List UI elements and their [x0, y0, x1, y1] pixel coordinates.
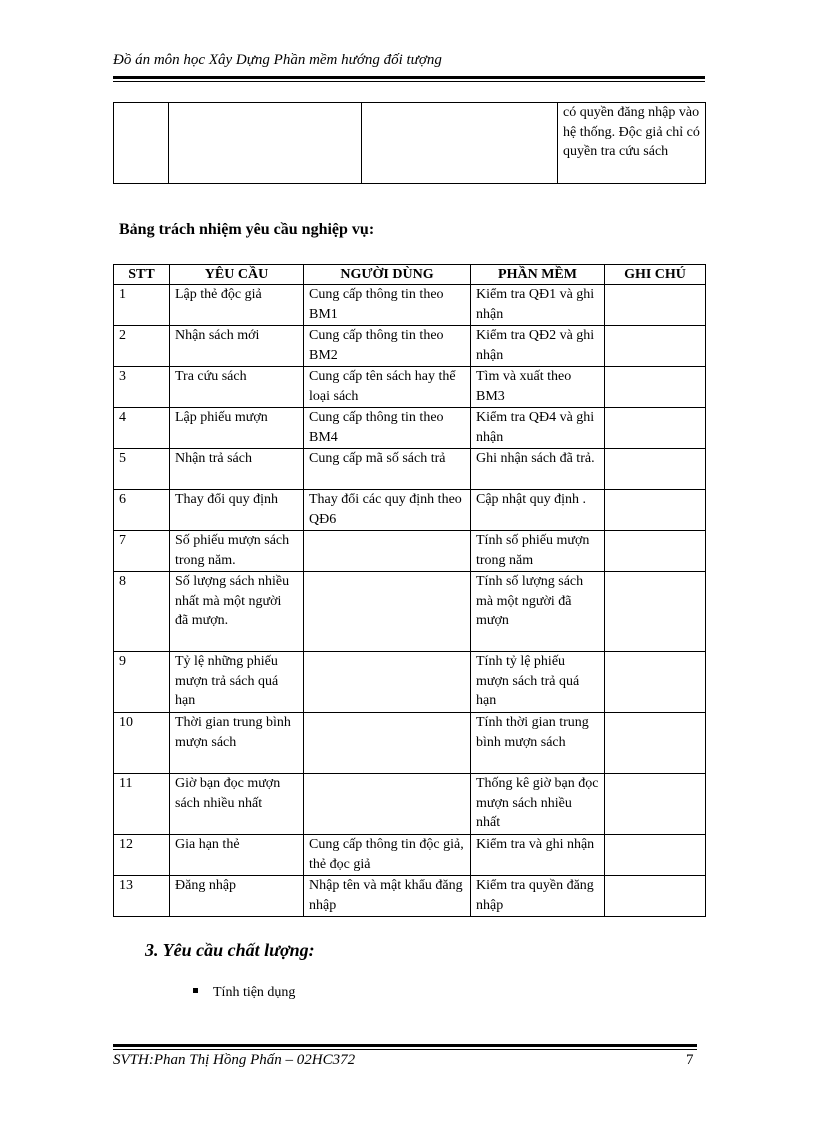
table-cell — [605, 713, 706, 774]
table-cell: Số phiếu mượn sách trong năm. — [170, 531, 304, 572]
table-cell: 12 — [114, 835, 170, 876]
table-cell: Thời gian trung bình mượn sách — [170, 713, 304, 774]
table-cell — [304, 652, 471, 713]
header-rule — [113, 76, 705, 82]
table-cell: Lập phiếu mượn — [170, 408, 304, 449]
footer-author: SVTH:Phan Thị Hồng Phấn – 02HC372 — [113, 1052, 356, 1068]
table-header-row — [114, 265, 706, 285]
table-cell: 4 — [114, 408, 170, 449]
table-row — [114, 835, 706, 876]
table-cell — [605, 367, 706, 408]
table-cell: Kiểm tra và ghi nhận — [471, 835, 605, 876]
table-cell: 10 — [114, 713, 170, 774]
table-row — [114, 531, 706, 572]
table-cell — [605, 285, 706, 326]
bullet-square-icon — [193, 988, 198, 993]
table-row — [114, 449, 706, 490]
table-cell: Số lượng sách nhiều nhất mà một người đã mượn. — [170, 572, 304, 652]
table-cell: 11 — [114, 774, 170, 835]
table-cell: Lập thẻ độc giả — [170, 285, 304, 326]
table-cell: Kiểm tra QĐ1 và ghi nhận — [471, 285, 605, 326]
table-cell: Cung cấp thông tin theo BM4 — [304, 408, 471, 449]
table-row — [114, 876, 706, 917]
table-cell: 13 — [114, 876, 170, 917]
table-cell: Cung cấp mã số sách trả — [304, 449, 471, 490]
column-header: PHẦN MỀM — [471, 265, 605, 285]
table-row — [114, 103, 706, 184]
column-header: NGƯỜI DÙNG — [304, 265, 471, 285]
table-row — [114, 713, 706, 774]
table-cell — [304, 713, 471, 774]
table-cell — [605, 490, 706, 531]
table-cell: có quyền đăng nhập vào hệ thống. Độc giả chỉ có quyền tra cứu sách — [558, 103, 706, 184]
table-cell: Cung cấp thông tin theo BM2 — [304, 326, 471, 367]
table-cell: Kiểm tra QĐ4 và ghi nhận — [471, 408, 605, 449]
table-cell: Nhận sách mới — [170, 326, 304, 367]
table-cell: Cung cấp tên sách hay thể loại sách — [304, 367, 471, 408]
table-cell: 1 — [114, 285, 170, 326]
table-cell — [605, 449, 706, 490]
table-cell: Ghi nhận sách đã trả. — [471, 449, 605, 490]
table-row — [114, 326, 706, 367]
table-cell: Kiểm tra QĐ2 và ghi nhận — [471, 326, 605, 367]
table-cell: Cung cấp thông tin độc giả, thẻ đọc giả — [304, 835, 471, 876]
table-cell: Cung cấp thông tin theo BM1 — [304, 285, 471, 326]
table-cell — [605, 774, 706, 835]
list-item — [193, 985, 295, 1001]
table-cell: Gia hạn thẻ — [170, 835, 304, 876]
table-cell — [605, 876, 706, 917]
page-number: 7 — [686, 1052, 694, 1068]
column-header: STT — [114, 265, 170, 285]
table-cell: 5 — [114, 449, 170, 490]
table-cell: 3 — [114, 367, 170, 408]
table-cell: Tính số lượng sách mà một người đã mượn — [471, 572, 605, 652]
table-cell — [605, 572, 706, 652]
table-cell: 8 — [114, 572, 170, 652]
table-cell: Nhận trả sách — [170, 449, 304, 490]
table-cell: Thống kê giờ bạn đọc mượn sách nhiều nhất — [471, 774, 605, 835]
table-cell: Tìm và xuất theo BM3 — [471, 367, 605, 408]
table-cell: 2 — [114, 326, 170, 367]
table-cell: Đăng nhập — [170, 876, 304, 917]
header-title: Đồ án môn học Xây Dựng Phần mềm hướng đối tượng — [113, 52, 442, 68]
table-cell: Thay đổi quy định — [170, 490, 304, 531]
column-header: GHI CHÚ — [605, 265, 706, 285]
table-cell: Cập nhật quy định . — [471, 490, 605, 531]
table-body — [114, 285, 706, 917]
table-row — [114, 572, 706, 652]
table-cell — [304, 531, 471, 572]
table-cell: Tỷ lệ những phiếu mượn trả sách quá hạn — [170, 652, 304, 713]
table-cell: 6 — [114, 490, 170, 531]
table-row — [114, 408, 706, 449]
table-row — [114, 774, 706, 835]
table-row — [114, 490, 706, 531]
table-cell — [114, 103, 169, 184]
table-cell: Thay đổi các quy định theo QĐ6 — [304, 490, 471, 531]
table-cell: Giờ bạn đọc mượn sách nhiều nhất — [170, 774, 304, 835]
table-cell: 9 — [114, 652, 170, 713]
table-cell — [605, 652, 706, 713]
table-cell: Nhập tên và mật khẩu đăng nhập — [304, 876, 471, 917]
table-cell — [605, 835, 706, 876]
column-header: YÊU CẦU — [170, 265, 304, 285]
table-cell — [304, 572, 471, 652]
table-row — [114, 652, 706, 713]
table-cell — [605, 326, 706, 367]
requirements-table — [113, 264, 706, 917]
footer-rule — [113, 1044, 697, 1050]
table-cell — [362, 103, 558, 184]
list-item-text: Tính tiện dụng — [213, 985, 296, 1000]
table-cell: Kiểm tra quyền đăng nhập — [471, 876, 605, 917]
continued-table — [113, 102, 706, 184]
table-cell: Tính số phiếu mượn trong năm — [471, 531, 605, 572]
table-cell — [605, 531, 706, 572]
table-caption: Bảng trách nhiệm yêu cầu nghiệp vụ: — [119, 221, 375, 238]
table-cell: 7 — [114, 531, 170, 572]
table-cell: Tính thời gian trung bình mượn sách — [471, 713, 605, 774]
section-heading: 3. Yêu cầu chất lượng: — [145, 940, 315, 960]
table-cell: Tính tỷ lệ phiếu mượn sách trả quá hạn — [471, 652, 605, 713]
table-cell — [605, 408, 706, 449]
table-row — [114, 367, 706, 408]
table-cell: Tra cứu sách — [170, 367, 304, 408]
table-cell — [169, 103, 362, 184]
table-row — [114, 285, 706, 326]
table-cell — [304, 774, 471, 835]
